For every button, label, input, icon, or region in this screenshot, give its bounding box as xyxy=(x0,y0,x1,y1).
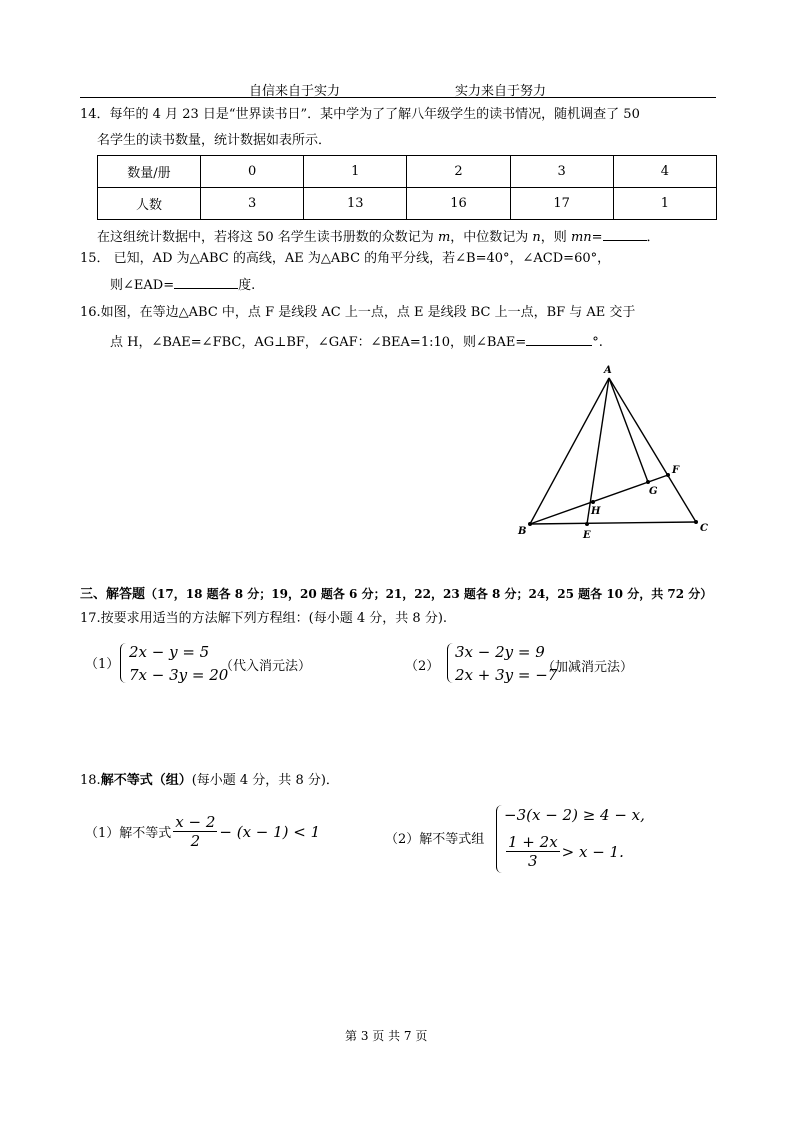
label-h: H xyxy=(591,506,601,517)
q14-question-then: ，则 xyxy=(540,230,571,245)
q18-p1-fraction xyxy=(173,813,217,850)
segment-ag xyxy=(609,378,648,482)
table-cell: 人数 xyxy=(98,188,201,220)
label-e: E xyxy=(583,530,591,541)
q15-answer-blank[interactable] xyxy=(174,274,238,289)
q16-line2-pre: 点 H，∠BAE=∠FBC，AG⊥BF，∠GAF：∠BEA=1:10，则∠BAE= xyxy=(110,335,527,350)
q15-line2-pre: 则∠EAD= xyxy=(110,278,175,293)
segment-bc xyxy=(530,522,696,524)
q16-line2 xyxy=(110,331,603,352)
q16-answer-blank[interactable] xyxy=(526,331,592,346)
q18-p2-label: （2）解不等式组 xyxy=(385,832,485,847)
table-header-cell: 4 xyxy=(613,156,716,188)
table-row xyxy=(98,156,717,188)
segment-ac xyxy=(609,378,696,522)
label-c: C xyxy=(700,523,708,534)
segment-ab xyxy=(530,378,609,524)
q15-line2-post: 度. xyxy=(238,278,256,293)
point-e xyxy=(585,522,589,526)
q18-p1-rest: − (x − 1) < 1 xyxy=(219,822,321,841)
q18-p2-fraction xyxy=(506,833,560,870)
q14-question-mid: ，中位数记为 xyxy=(450,230,533,245)
header-motto-left: 自信来自于实力 xyxy=(249,84,341,99)
table-header-cell: 3 xyxy=(510,156,613,188)
label-f: F xyxy=(672,465,680,476)
q18-p1-frac-den: 2 xyxy=(190,832,201,850)
q17-p2-label: （2） xyxy=(405,659,440,674)
table-row xyxy=(98,188,717,220)
q17-p1-brace xyxy=(120,643,127,683)
q17-p1-label: （1） xyxy=(85,657,120,672)
table-header-cell: 1 xyxy=(304,156,407,188)
q17-p2-brace xyxy=(447,643,454,683)
q18-title-bold: 解不等式（组） xyxy=(100,773,192,788)
q17-p2-eq2: 2x + 3y = −7 xyxy=(455,666,558,684)
q16-line2-post: °. xyxy=(592,335,603,350)
q17-p2-method: （加减消元法） xyxy=(542,660,634,675)
table-cell: 16 xyxy=(407,188,510,220)
q16-line1: 16.如图，在等边△ABC 中，点 F 是线段 AC 上一点，点 E 是线段 BC 上一点，BF 与 AE 交于 xyxy=(80,305,636,320)
q18-p2-ineq2 xyxy=(504,833,624,870)
label-g: G xyxy=(649,486,658,497)
label-a: A xyxy=(604,365,612,376)
q17-p1-eq1: 2x − y = 5 xyxy=(129,643,210,661)
q14-question xyxy=(97,226,660,247)
q15-line1: 15． 已知，AD 为△ABC 的高线，AE 为△ABC 的角平分线，若∠B=40°，∠ACD=60°， xyxy=(80,251,611,266)
point-f xyxy=(666,473,670,477)
table-header-cell: 数量/册 xyxy=(98,156,201,188)
q18-title-rest: (每小题 4 分，共 8 分)． xyxy=(191,773,339,788)
section3-header xyxy=(80,585,712,604)
q18-p1-label: （1）解不等式 xyxy=(85,826,172,841)
section3-title: 三、解答题 xyxy=(80,587,146,602)
table-header-cell: 0 xyxy=(201,156,304,188)
table-cell: 17 xyxy=(510,188,613,220)
q14-answer-blank[interactable] xyxy=(603,226,647,241)
table-header-cell: 2 xyxy=(407,156,510,188)
point-h xyxy=(591,500,595,504)
header-motto-right: 实力来自于努力 xyxy=(455,84,547,99)
label-b: B xyxy=(518,526,527,537)
q18-p2-brace xyxy=(496,805,503,873)
table-cell: 1 xyxy=(613,188,716,220)
q18-title-num: 18. xyxy=(80,773,101,788)
q18-p2-ineq2-rest: > x − 1. xyxy=(561,842,624,861)
table-cell: 3 xyxy=(201,188,304,220)
q18-p2-frac-num: 1 + 2x xyxy=(508,833,558,851)
q14-question-pre: 在这组统计数据中，若将这 50 名学生读书册数的众数记为 xyxy=(97,230,438,245)
q14-line1: 14．每年的 4 月 23 日是“世界读书日”．某中学为了了解八年级学生的读书情况，随机调查了 50 xyxy=(80,107,640,122)
q16-triangle-figure xyxy=(510,360,715,545)
q18-p1 xyxy=(85,813,320,850)
q18-p2-ineq1: −3(x − 2) ≥ 4 − x, xyxy=(504,806,645,824)
q14-question-eq: = xyxy=(591,230,603,245)
q18-p2-frac-den: 3 xyxy=(528,852,538,870)
point-c xyxy=(694,520,698,524)
q18-p1-frac-num: x − 2 xyxy=(175,813,216,831)
q17-p2-eq1: 3x − 2y = 9 xyxy=(455,643,545,661)
q17-p1-method: （代入消元法） xyxy=(220,659,312,674)
q14-question-end: ． xyxy=(646,230,660,245)
q17-p1-eq2: 7x − 3y = 20 xyxy=(129,666,229,684)
page-number: 第 3 页 共 7 页 xyxy=(345,1029,428,1043)
q17-title: 17.按要求用适当的方法解下列方程组：(每小题 4 分，共 8 分). xyxy=(80,611,448,626)
table-cell: 13 xyxy=(304,188,407,220)
q14-var-m: m xyxy=(437,230,451,245)
q14-var-n: n xyxy=(532,230,541,245)
q14-var-mn: mn xyxy=(570,230,592,245)
q14-line2: 名学生的读书数量，统计数据如表所示． xyxy=(97,133,332,148)
q14-stats-table xyxy=(97,155,717,220)
point-b xyxy=(528,522,532,526)
q18-title xyxy=(80,772,339,790)
point-g xyxy=(646,480,650,484)
section3-detail: （17，18 题各 8 分；19，20 题各 6 分；21，22，23 题各 8 分；24，25 题各 10 分，共 72 分） xyxy=(145,587,713,601)
q15-line2 xyxy=(110,274,255,295)
header-divider xyxy=(80,97,716,98)
